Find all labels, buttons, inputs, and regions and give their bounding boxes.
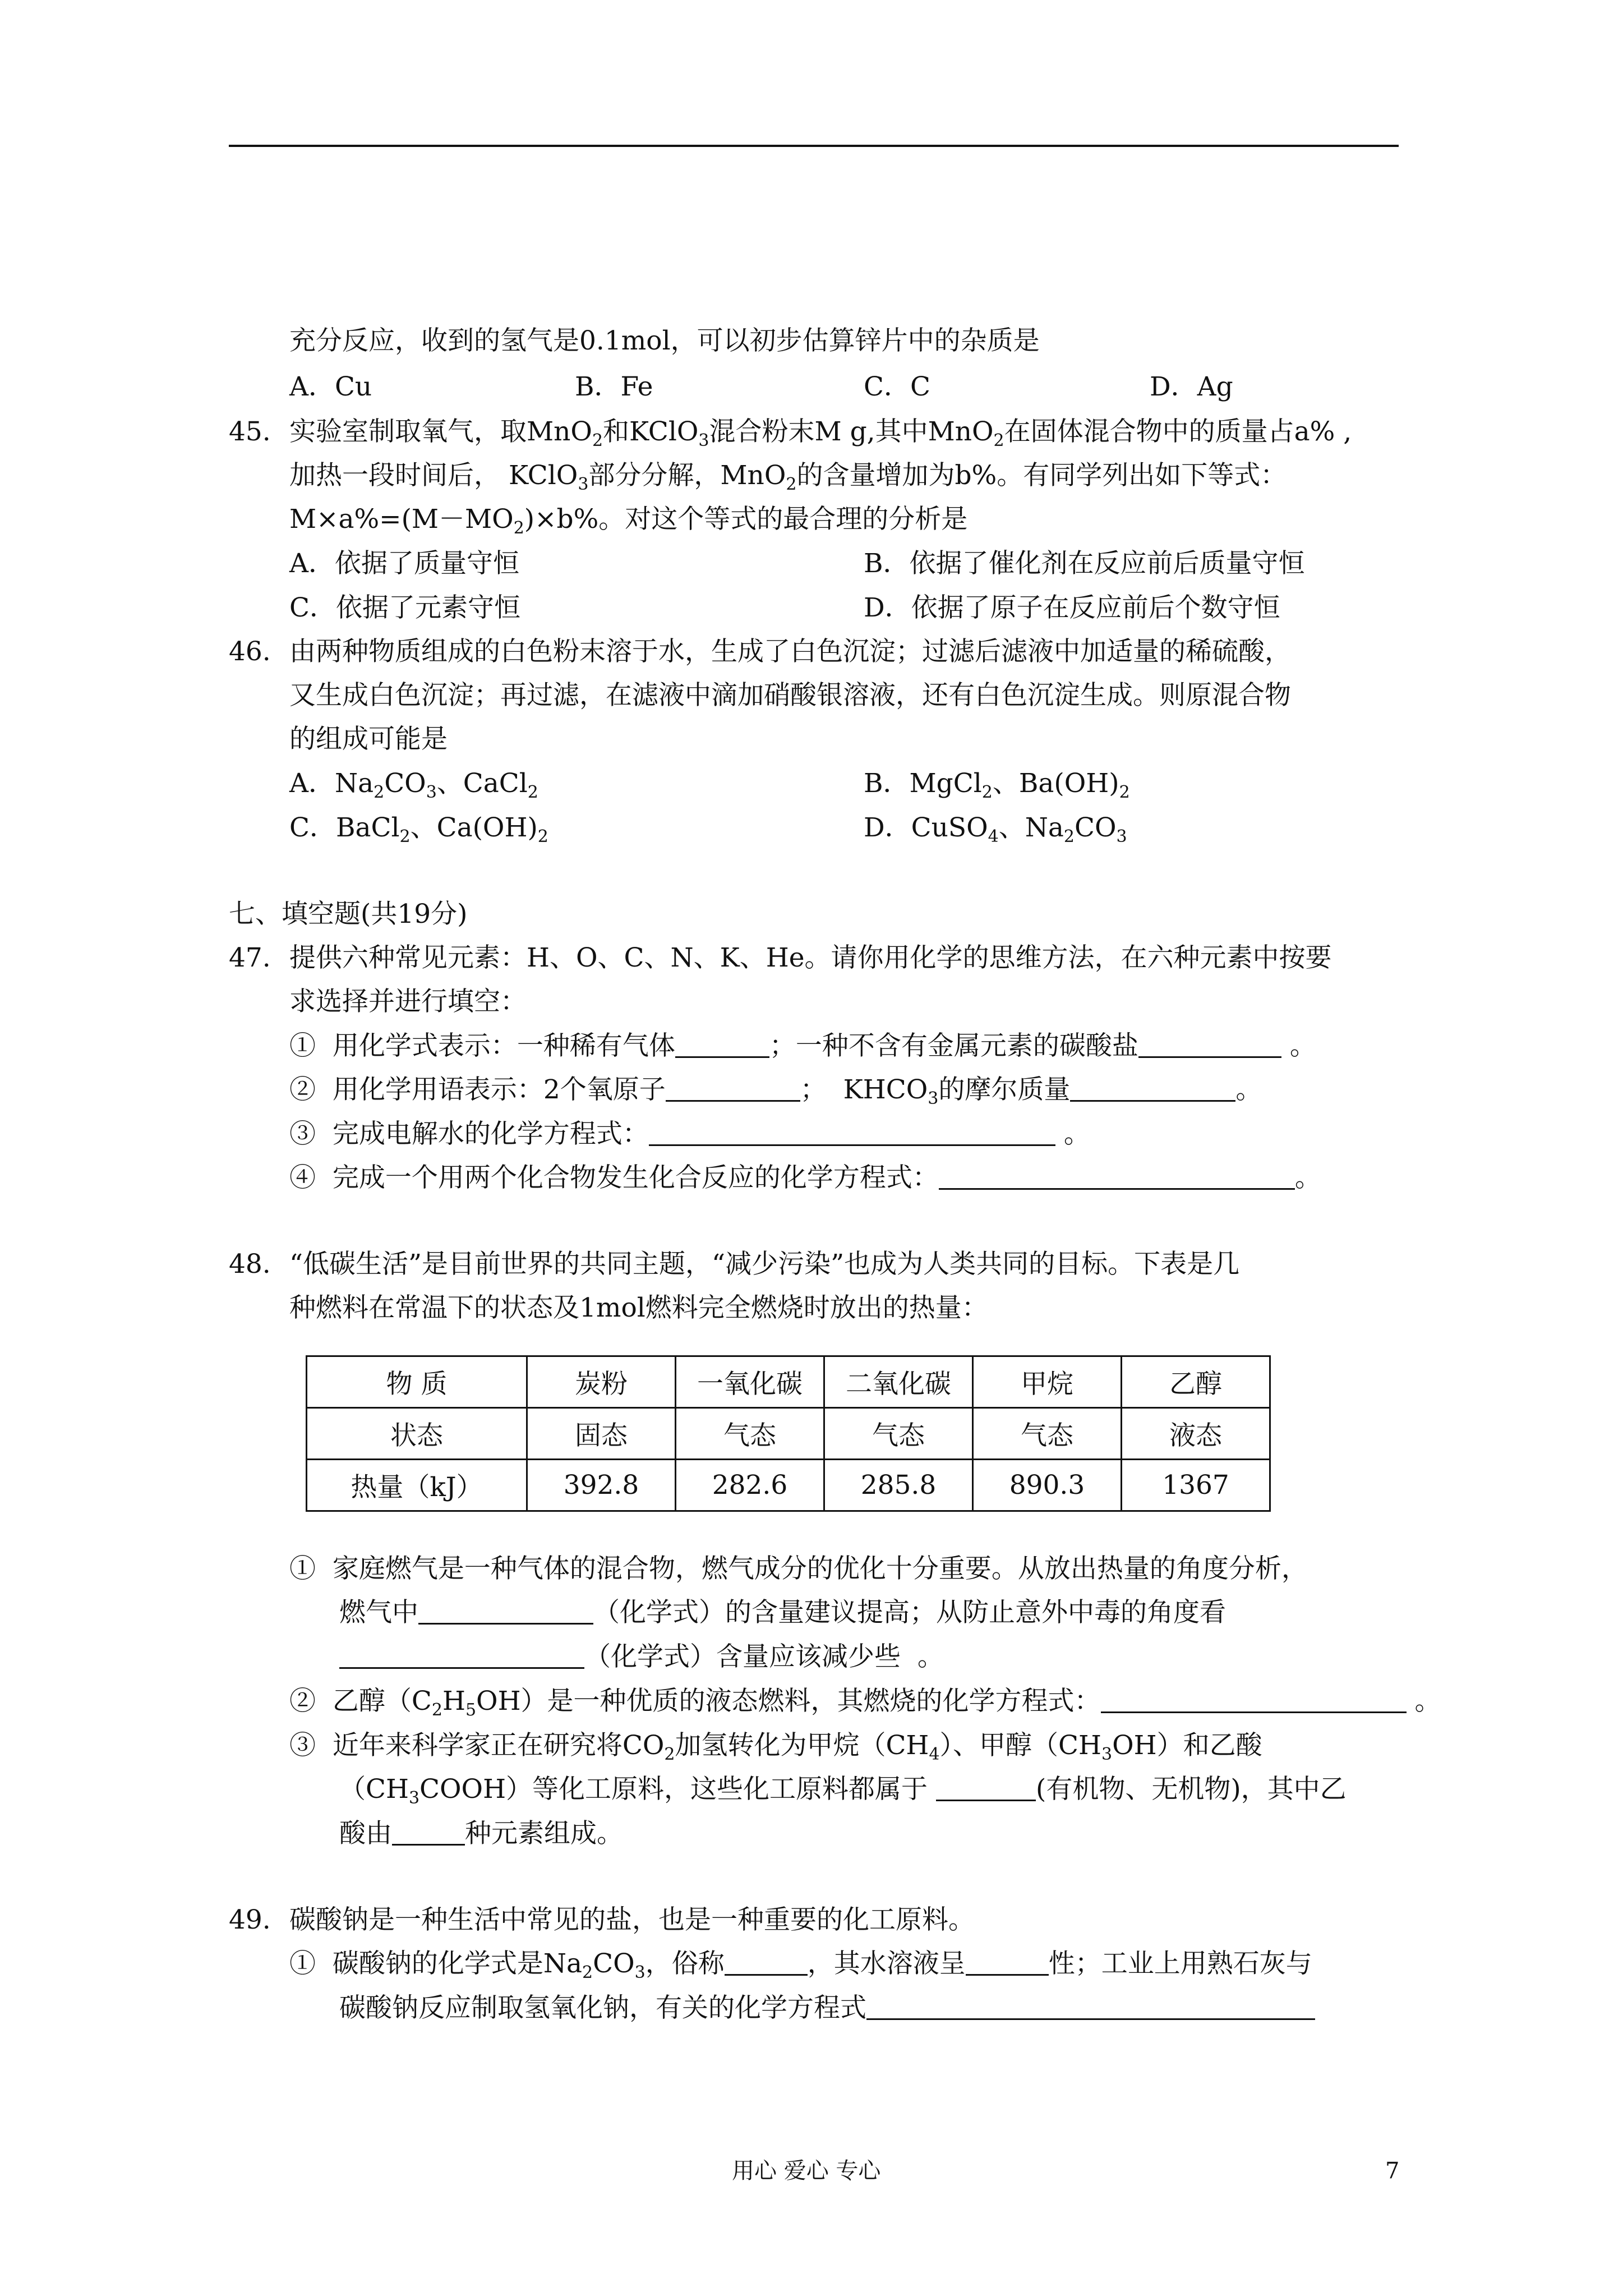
table-cell: 乙醇 [1122, 1356, 1270, 1408]
table-cell: 液态 [1122, 1408, 1270, 1460]
q46-line3: 的组成可能是 [289, 724, 448, 754]
answer-blank[interactable] [666, 1075, 800, 1102]
answer-blank[interactable] [649, 1120, 1055, 1146]
table-cell: 甲烷 [973, 1356, 1122, 1408]
q46-number: 46. [229, 636, 271, 667]
q44-option-d: D．Ag [1150, 371, 1233, 402]
table-cell: 状态 [307, 1408, 527, 1460]
q48-sub1-line3: （化学式）含量应该减少些 。 [339, 1640, 944, 1674]
table-cell: 890.3 [973, 1460, 1122, 1511]
table-row [307, 1408, 1270, 1460]
q49-number: 49. [229, 1904, 271, 1935]
table-cell: 285.8 [824, 1460, 973, 1511]
q47-line1: 提供六种常见元素：H、O、C、N、K、He。请你用化学的思维方法，在六种元素中按要 [289, 942, 1332, 973]
q44-option-a: A．Cu [289, 371, 372, 402]
answer-blank[interactable] [939, 1163, 1295, 1190]
q47-sub3: ③ 完成电解水的化学方程式： 。 [289, 1119, 1090, 1149]
q46-option-b: B．MgCl$_2$、$Ba(OH)_2$ [864, 768, 1130, 802]
table-cell: 热量（kJ） [307, 1460, 527, 1511]
q45-option-a: A．依据了质量守恒 [289, 548, 519, 579]
q49-sub1-line1: ① 碳酸钠的化学式是$Na_2CO_3$，俗称 ，其水溶液呈 性；工业上用熟石灰与 [289, 1948, 1312, 1982]
q48-sub1-line2: 燃气中 （化学式）的含量建议提高；从防止意外中毒的角度看 [339, 1597, 1226, 1628]
q48-sub3-line1: ③ 近年来科学家正在研究将$CO_2$加氢转化为甲烷$(CH_4)$、甲醇$(CH_3OH)$和乙酸 [289, 1730, 1262, 1764]
q45-line2: 加热一段时间后， KClO$_3$部分分解，MnO$_2$的含量增加为b%。有同学列出如下等式： [289, 460, 1287, 494]
q47-sub4: ④ 完成一个用两个化合物发生化合反应的化学方程式： 。 [289, 1162, 1321, 1193]
answer-blank[interactable] [866, 1994, 1315, 2020]
answer-blank[interactable] [1070, 1075, 1235, 1102]
section-title: 七、填空题(共19分) [229, 899, 468, 930]
table-cell: 392.8 [527, 1460, 676, 1511]
table-cell: 282.6 [676, 1460, 824, 1511]
q48-number: 48. [229, 1249, 271, 1280]
table-cell: 炭粉 [527, 1356, 676, 1408]
table-cell: 1367 [1122, 1460, 1270, 1511]
answer-blank[interactable] [392, 1819, 465, 1846]
q48-sub3-line3: 酸由 种元素组成。 [339, 1818, 623, 1849]
q47-number: 47. [229, 942, 271, 973]
q46-option-a: A．$Na_2CO_3$、CaCl$_2$ [289, 768, 538, 802]
table-cell: 气态 [973, 1408, 1122, 1460]
q45-option-d: D．依据了原子在反应前后个数守恒 [864, 592, 1280, 623]
footer-motto: 用心 爱心 专心 [732, 2158, 881, 2184]
q47-line2: 求选择并进行填空： [289, 986, 527, 1017]
q48-sub3-line2: $(CH_3COOH)$等化工原料，这些化工原料都属于 (有机物、无机物)，其中乙 [339, 1774, 1347, 1808]
table-cell: 气态 [824, 1408, 973, 1460]
q47-sub2: ② 用化学用语表示：2个氧原子 ； $KHCO_3$的摩尔质量 。 [289, 1074, 1262, 1108]
q45-option-b: B．依据了催化剂在反应前后质量守恒 [864, 548, 1305, 579]
q46-line1: 由两种物质组成的白色粉末溶于水，生成了白色沉淀；过滤后滤液中加适量的稀硫酸， [289, 636, 1291, 667]
answer-blank[interactable] [936, 1775, 1036, 1801]
answer-blank[interactable] [1138, 1032, 1281, 1058]
page-number: 7 [1385, 2158, 1400, 2184]
q48-sub1-line1: ① 家庭燃气是一种气体的混合物，燃气成分的优化十分重要。从放出热量的角度分析， [289, 1553, 1308, 1584]
answer-blank[interactable] [725, 1949, 808, 1976]
table-cell: 二氧化碳 [824, 1356, 973, 1408]
q45-line3: $M\times a\%=(M-MO_2)\times b\%$。对这个等式的最合理的分析是 [289, 504, 968, 538]
header-rule [229, 145, 1399, 147]
q49-sub1-line2: 碳酸钠反应制取氢氧化钠，有关的化学方程式 [339, 1991, 1315, 2025]
table-cell: 一氧化碳 [676, 1356, 824, 1408]
q48-line2: 种燃料在常温下的状态及1mol燃料完全燃烧时放出的热量： [289, 1292, 988, 1323]
q48-line1: “低碳生活”是目前世界的共同主题，“减少污染”也成为人类共同的目标。下表是几 [289, 1249, 1240, 1280]
q46-line2: 又生成白色沉淀；再过滤，在滤液中滴加硝酸银溶液，还有白色沉淀生成。则原混合物 [289, 680, 1291, 711]
fuel-table [306, 1355, 1271, 1512]
answer-blank[interactable] [418, 1598, 593, 1625]
q45-line1: 实验室制取氧气，取MnO$_2$和KClO$_3$混合粉末M g,其中MnO$_2$在固体混合物中的质量占a% , [289, 416, 1352, 450]
table-cell: 固态 [527, 1408, 676, 1460]
q49-line1: 碳酸钠是一种生活中常见的盐，也是一种重要的化工原料。 [289, 1904, 975, 1935]
answer-blank[interactable] [675, 1032, 769, 1058]
q44-option-c: C．C [864, 371, 930, 402]
q47-sub1: ① 用化学式表示：一种稀有气体 ；一种不含有金属元素的碳酸盐 。 [289, 1030, 1316, 1061]
q46-option-d: D．CuSO$_4$、$Na_2CO_3$ [864, 812, 1127, 846]
table-cell: 物 质 [307, 1356, 527, 1408]
q45-option-c: C．依据了元素守恒 [289, 592, 520, 623]
table-row [307, 1460, 1270, 1511]
q48-sub2: ② 乙醇$(C_2H_5OH)$是一种优质的液态燃料，其燃烧的化学方程式： 。 [289, 1686, 1441, 1720]
answer-blank[interactable] [339, 1642, 584, 1669]
q45-number: 45. [229, 416, 271, 447]
table-cell: 气态 [676, 1408, 824, 1460]
q44-option-b: B．Fe [575, 371, 653, 402]
answer-blank[interactable] [1101, 1687, 1407, 1713]
answer-blank[interactable] [966, 1949, 1049, 1976]
table-row [307, 1356, 1270, 1408]
q46-option-c: C．BaCl$_2$、$Ca(OH)_2$ [289, 812, 548, 846]
q44-continuation: 充分反应，收到的氢气是0.1mol，可以初步估算锌片中的杂质是 [289, 325, 1040, 356]
